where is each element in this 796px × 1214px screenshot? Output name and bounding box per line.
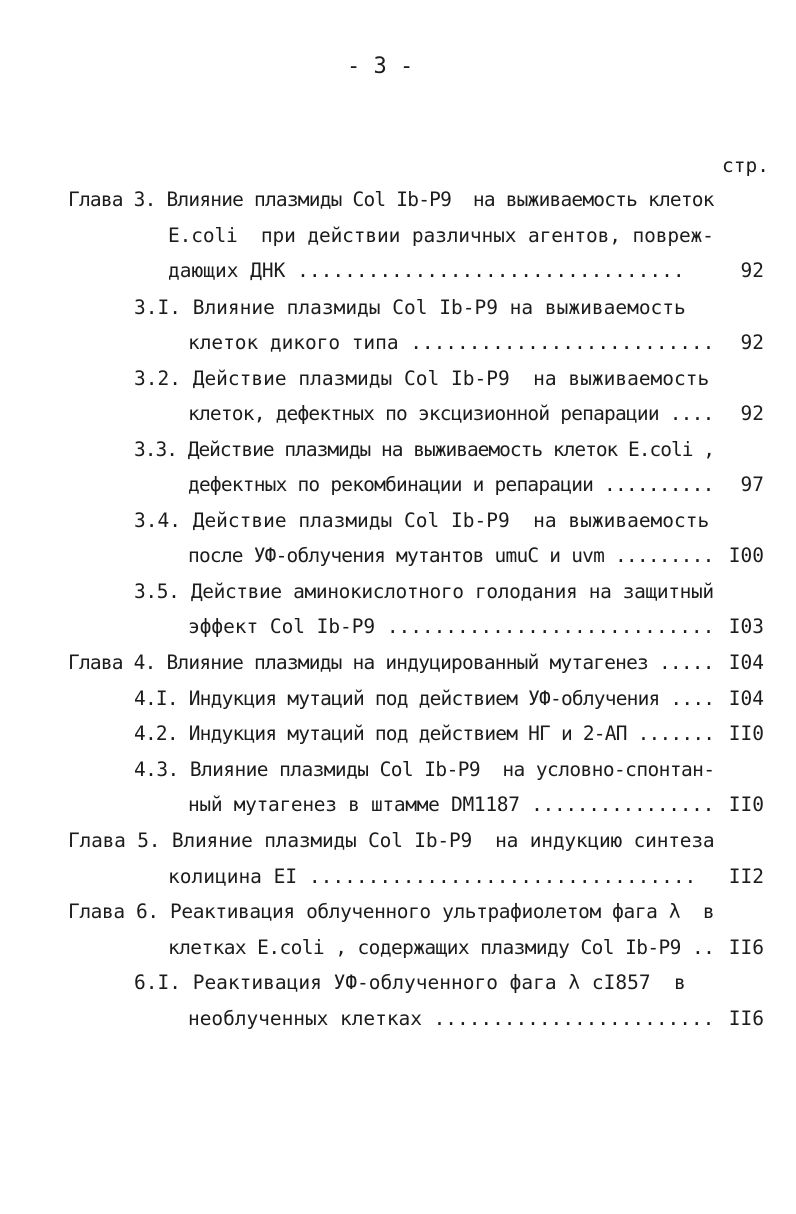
toc-entry-line: 3.4. Действие плазмиды Col Ib-P9 на выживаемость [134, 509, 710, 532]
toc-page-number: 97 [740, 473, 764, 496]
toc-page-number: II6 [728, 936, 764, 959]
toc-entry-line: после УФ-облучения мутантов umuC и uvm ......... [188, 544, 714, 567]
toc-page-number: I04 [728, 687, 764, 710]
toc-page-number: 92 [740, 331, 764, 354]
toc-entry-line: Глава 5. Влияние плазмиды Col Ib-P9 на индукцию синтеза [68, 829, 715, 852]
toc-entry-line: 6.I. Реактивация УФ-облученного фага λ cI857 в [134, 971, 686, 994]
toc-entry-line: клеток, дефектных по эксцизионной репарации .... [188, 402, 714, 425]
toc-entry-line: клетках E.coli , содержащих плазмиду Col Ib-P9 .. [168, 936, 715, 959]
toc-entry-line: 4.I. Индукция мутаций под действием УФ-облучения .... [134, 687, 715, 710]
toc-entry-line: Глава 6. Реактивация облученного ультрафиолетом фага λ в [68, 900, 715, 923]
toc-page-number: II0 [728, 722, 764, 745]
toc-page-number: I03 [728, 615, 764, 638]
toc-page-number: II2 [728, 865, 764, 888]
toc-entry-line: дефектных по рекомбинации и репарации .......... [188, 473, 714, 496]
column-header-page: стр. [722, 154, 769, 177]
toc-page-number: 92 [740, 259, 764, 282]
toc-entry-line: 3.5. Действие аминокислотного голодания на защитный [134, 580, 714, 603]
toc-entry-line: колицина EI ................................. [168, 865, 697, 888]
toc-entry-line: клеток дикого типа .......................... [188, 331, 715, 354]
toc-entry-line: 4.3. Влияние плазмиды Col Ib-P9 на условно-спонтан- [134, 758, 715, 781]
toc-page-number: II0 [728, 793, 764, 816]
toc-entry-line: E.coli при действии различных агентов, повреж- [168, 224, 714, 247]
toc-entry-line: 3.2. Действие плазмиды Col Ib-P9 на выживаемость [134, 367, 710, 390]
toc-entry-line: Глава 3. Влияние плазмиды Col Ib-P9 на выживаемость клеток [68, 188, 714, 211]
toc-entry-line: 4.2. Индукция мутаций под действием НГ и 2-АП ....... [134, 722, 715, 745]
toc-page-number: 92 [740, 402, 764, 425]
toc-page-number: I04 [728, 651, 764, 674]
page-number: - 3 - [347, 54, 414, 79]
toc-page-number: I00 [728, 544, 764, 567]
toc-entry-line: ный мутагенез в штамме DM1187 ................ [188, 793, 715, 816]
toc-entry-line: 3.I. Влияние плазмиды Col Ib-P9 на выживаемость [134, 296, 686, 319]
toc-entry-line: дающих ДНК ................................. [168, 259, 685, 282]
toc-entry-line: необлученных клетках ........................ [188, 1007, 715, 1030]
toc-entry-line: Глава 4. Влияние плазмиды на индуцированный мутагенез ..... [68, 651, 714, 674]
toc-page-number: II6 [728, 1007, 764, 1030]
toc-entry-line: 3.3. Действие плазмиды на выживаемость клеток E.coli , [134, 438, 714, 461]
toc-entry-line: эффект Col Ib-P9 ............................ [188, 615, 715, 638]
